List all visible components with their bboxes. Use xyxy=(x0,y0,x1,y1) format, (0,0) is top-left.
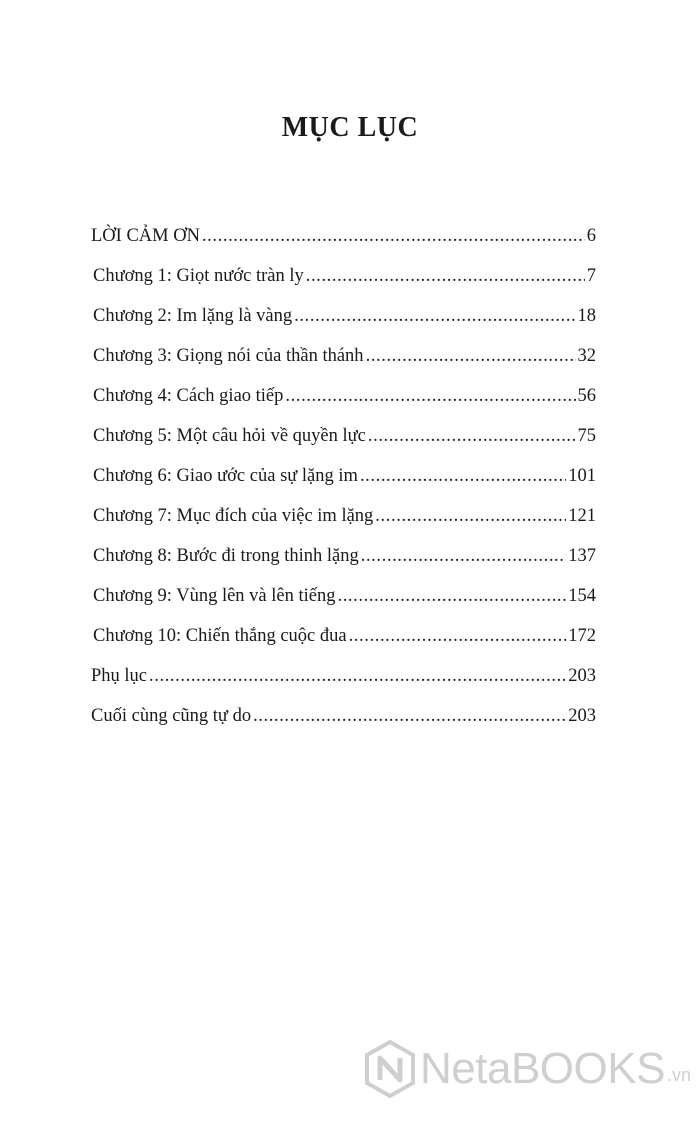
toc-dot-leader xyxy=(294,300,575,332)
toc-entry-label: Chương 8: Bước đi trong thinh lặng xyxy=(93,546,359,566)
watermark-suffix: .vn xyxy=(666,1065,691,1085)
toc-entry-label: Chương 10: Chiến thắng cuộc đua xyxy=(93,626,347,646)
toc-entry[interactable] xyxy=(91,500,596,540)
toc-page-number: 6 xyxy=(586,226,596,246)
watermark-brand: NetaBOOKS xyxy=(420,1044,665,1093)
toc-dot-leader xyxy=(253,700,566,732)
toc-entry[interactable] xyxy=(91,660,596,700)
toc-page-number: 172 xyxy=(568,626,596,646)
toc-entry-label: Chương 2: Im lặng là vàng xyxy=(93,306,293,326)
toc-entry[interactable] xyxy=(91,220,596,260)
toc-dot-leader xyxy=(366,340,576,372)
toc-entry[interactable] xyxy=(91,700,596,740)
toc-entry-label: LỜI CẢM ƠN xyxy=(91,226,200,246)
toc-entry[interactable] xyxy=(91,380,596,420)
toc-dot-leader xyxy=(285,380,575,412)
toc-page-number: 18 xyxy=(577,306,596,326)
toc-entry-label: Chương 5: Một câu hỏi về quyền lực xyxy=(93,426,366,446)
toc-page-number: 137 xyxy=(568,546,596,566)
toc-entry[interactable] xyxy=(91,260,596,300)
toc-page-number: 32 xyxy=(577,346,596,366)
toc-entry-label: Cuối cùng cũng tự do xyxy=(91,706,252,726)
toc-entry-label: Chương 6: Giao ước của sự lặng im xyxy=(93,466,358,486)
toc-page-number: 121 xyxy=(568,506,596,526)
page-title: MỤC LỤC xyxy=(281,112,419,143)
toc-entry-label: Chương 3: Giọng nói của thần thánh xyxy=(93,346,364,366)
toc-dot-leader xyxy=(349,620,567,652)
toc-entry-label: Chương 4: Cách giao tiếp xyxy=(93,386,284,406)
toc-entry[interactable] xyxy=(91,340,596,380)
toc-page-number: 203 xyxy=(568,706,596,726)
toc-dot-leader xyxy=(202,220,585,252)
toc-page-number: 56 xyxy=(577,386,596,406)
toc-entry[interactable] xyxy=(91,620,596,660)
watermark xyxy=(364,1040,691,1098)
toc-entry[interactable] xyxy=(91,460,596,500)
table-of-contents xyxy=(91,220,596,740)
toc-dot-leader xyxy=(361,540,567,572)
toc-page-number: 7 xyxy=(586,266,596,286)
toc-page-number: 101 xyxy=(568,466,596,486)
toc-dot-leader xyxy=(306,260,585,292)
toc-dot-leader xyxy=(360,460,566,492)
toc-entry[interactable] xyxy=(91,540,596,580)
toc-entry-label: Chương 9: Vùng lên và lên tiếng xyxy=(93,586,336,606)
toc-entry-label: Chương 1: Giọt nước tràn ly xyxy=(93,266,304,286)
toc-dot-leader xyxy=(149,660,566,692)
netabooks-logo-icon xyxy=(364,1040,416,1098)
toc-entry-label: Chương 7: Mục đích của việc im lặng xyxy=(93,506,374,526)
toc-dot-leader xyxy=(337,580,566,612)
toc-dot-leader xyxy=(368,420,576,452)
toc-entry-label: Phụ lục xyxy=(91,666,148,686)
toc-entry[interactable] xyxy=(91,300,596,340)
toc-page-number: 154 xyxy=(568,586,596,606)
toc-entry[interactable] xyxy=(91,420,596,460)
toc-page-number: 75 xyxy=(577,426,596,446)
toc-entry[interactable] xyxy=(91,580,596,620)
toc-dot-leader xyxy=(375,500,566,532)
toc-page-number: 203 xyxy=(568,666,596,686)
